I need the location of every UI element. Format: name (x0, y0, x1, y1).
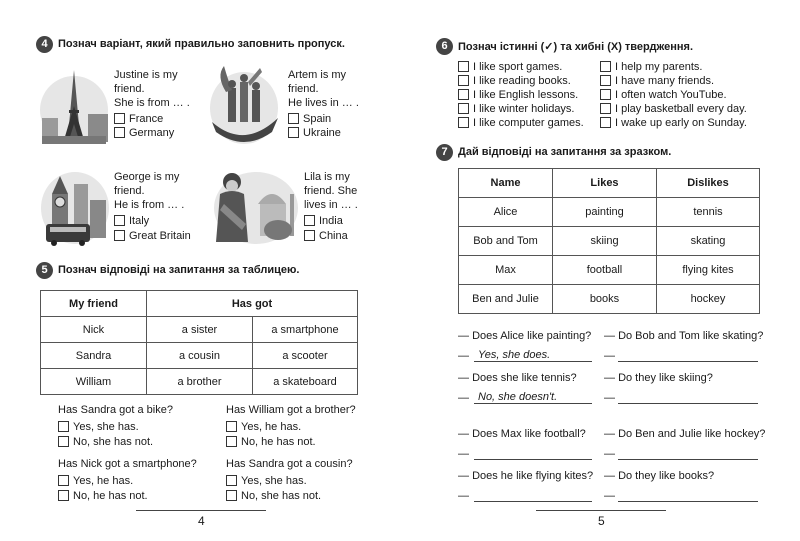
task-5-title: Познач відповіді на запитання за таблицею. (58, 264, 300, 276)
checkbox[interactable] (458, 89, 469, 100)
london-picture (38, 164, 112, 248)
table-cell: skiing (553, 227, 657, 256)
table-cell: Sandra (41, 343, 147, 369)
checkbox[interactable] (458, 103, 469, 114)
table-cell: Ben and Julie (459, 285, 553, 314)
checkbox[interactable] (458, 61, 469, 72)
checkbox[interactable] (600, 75, 611, 86)
answer-prefix: — (604, 392, 615, 404)
statement[interactable]: I help my parents. (600, 60, 702, 74)
table-cell: Bob and Tom (459, 227, 553, 256)
header-dislikes: Dislikes (657, 169, 760, 198)
india-picture (206, 164, 300, 248)
task-7-title: Дай відповіді на запитання за зразком. (458, 146, 672, 158)
eiffel-tower-picture (38, 66, 110, 146)
option-ukraine[interactable]: Ukraine (288, 126, 341, 140)
option-france[interactable]: France (114, 112, 163, 126)
header-likes: Likes (553, 169, 657, 198)
checkbox[interactable] (114, 230, 125, 241)
statement[interactable]: I like English lessons. (458, 88, 578, 102)
table-cell: tennis (657, 198, 760, 227)
statement[interactable]: I like winter holidays. (458, 102, 575, 116)
checkbox[interactable] (288, 113, 299, 124)
table-cell: a smartphone (253, 317, 358, 343)
answer-line[interactable] (618, 403, 758, 404)
task-5-number: 5 (36, 262, 53, 279)
sample-answer: No, she doesn't. (478, 391, 558, 403)
answer-prefix: — (604, 448, 615, 460)
table-cell: Alice (459, 198, 553, 227)
answer-line[interactable] (618, 361, 758, 362)
checkbox[interactable] (226, 490, 237, 501)
option-no[interactable]: No, he has not. (58, 489, 148, 503)
item-1-text: Justine is my friend. She is from … . (114, 69, 190, 109)
option-yes[interactable]: Yes, he has. (226, 420, 301, 434)
answer-line[interactable] (474, 501, 592, 502)
task-4-title: Познач варіант, який правильно заповнить пропуск. (58, 38, 345, 50)
statement[interactable]: I like reading books. (458, 74, 571, 88)
page-number-left: 4 (198, 514, 205, 528)
question: — Does Max like football? (458, 428, 586, 440)
header-my-friend: My friend (41, 291, 147, 317)
checkbox[interactable] (58, 421, 69, 432)
option-no[interactable]: No, he has not. (226, 435, 316, 449)
checkbox[interactable] (226, 475, 237, 486)
statement[interactable]: I play basketball every day. (600, 102, 747, 116)
option-india[interactable]: India (304, 214, 343, 228)
checkbox[interactable] (114, 215, 125, 226)
option-no[interactable]: No, she has not. (226, 489, 321, 503)
task-7-table (458, 168, 760, 314)
answer-prefix: — (604, 490, 615, 502)
item-2-text: Artem is my friend. He lives in … . (288, 69, 359, 109)
checkbox[interactable] (226, 436, 237, 447)
task-4-number: 4 (36, 36, 53, 53)
answer-line[interactable] (618, 501, 758, 502)
option-spain[interactable]: Spain (288, 112, 331, 126)
question-sandra-cousin: Has Sandra got a cousin? (226, 458, 353, 470)
checkbox[interactable] (600, 117, 611, 128)
checkbox[interactable] (58, 490, 69, 501)
option-germany[interactable]: Germany (114, 126, 174, 140)
table-cell: painting (553, 198, 657, 227)
checkbox[interactable] (600, 103, 611, 114)
table-cell: William (41, 369, 147, 395)
option-great-britain[interactable]: Great Britain (114, 229, 191, 243)
question-sandra-bike: Has Sandra got a bike? (58, 404, 173, 416)
answer-prefix: — (458, 392, 469, 404)
header-has-got: Has got (147, 291, 358, 317)
statement[interactable]: I like sport games. (458, 60, 562, 74)
option-yes[interactable]: Yes, he has. (58, 474, 133, 488)
answer-line[interactable] (474, 403, 592, 404)
answer-prefix: — (458, 448, 469, 460)
checkbox[interactable] (304, 230, 315, 241)
statement[interactable]: I have many friends. (600, 74, 714, 88)
item-4-text: Lila is my friend. She lives in … . (304, 171, 358, 211)
statement[interactable]: I wake up early on Sunday. (600, 116, 747, 130)
option-italy[interactable]: Italy (114, 214, 149, 228)
answer-line[interactable] (474, 459, 592, 460)
checkbox[interactable] (114, 127, 125, 138)
checkbox[interactable] (600, 61, 611, 72)
checkbox[interactable] (458, 75, 469, 86)
checkbox[interactable] (58, 475, 69, 486)
table-cell: a sister (147, 317, 253, 343)
table-cell: a scooter (253, 343, 358, 369)
question: — Do they like skiing? (604, 372, 713, 384)
answer-prefix: — (458, 490, 469, 502)
table-cell: Max (459, 256, 553, 285)
header-name: Name (459, 169, 553, 198)
task-7-number: 7 (436, 144, 453, 161)
answer-prefix: — (458, 350, 469, 362)
footer-line (536, 510, 666, 511)
table-cell: a brother (147, 369, 253, 395)
checkbox[interactable] (600, 89, 611, 100)
sample-answer: Yes, she does. (478, 349, 551, 361)
task-5-table (40, 290, 358, 395)
question: — Does she like tennis? (458, 372, 577, 384)
table-cell: a cousin (147, 343, 253, 369)
option-yes[interactable]: Yes, she has. (226, 474, 307, 488)
question: — Do Bob and Tom like skating? (604, 330, 764, 342)
statement[interactable]: I like computer games. (458, 116, 584, 130)
question-nick-smartphone: Has Nick got a smartphone? (58, 458, 197, 470)
table-cell: books (553, 285, 657, 314)
question: — Does he like flying kites? (458, 470, 594, 482)
answer-prefix: — (604, 350, 615, 362)
option-china[interactable]: China (304, 229, 348, 243)
table-cell: skating (657, 227, 760, 256)
table-cell: football (553, 256, 657, 285)
task-6-number: 6 (436, 38, 453, 55)
checkbox[interactable] (458, 117, 469, 128)
table-cell: hockey (657, 285, 760, 314)
table-cell: Nick (41, 317, 147, 343)
checkbox[interactable] (226, 421, 237, 432)
statement[interactable]: I often watch YouTube. (600, 88, 727, 102)
table-cell: flying kites (657, 256, 760, 285)
footer-line (136, 510, 266, 511)
answer-line[interactable] (618, 459, 758, 460)
checkbox[interactable] (304, 215, 315, 226)
question: — Do Ben and Julie like hockey? (604, 428, 766, 440)
monument-picture (206, 62, 282, 148)
question: — Does Alice like painting? (458, 330, 592, 342)
checkbox[interactable] (288, 127, 299, 138)
option-yes[interactable]: Yes, she has. (58, 420, 139, 434)
question: — Do they like books? (604, 470, 715, 482)
option-no[interactable]: No, she has not. (58, 435, 153, 449)
table-cell: a skateboard (253, 369, 358, 395)
checkbox[interactable] (58, 436, 69, 447)
checkbox[interactable] (114, 113, 125, 124)
page-number-right: 5 (598, 514, 605, 528)
question-william-brother: Has William got a brother? (226, 404, 356, 416)
answer-line[interactable] (474, 361, 592, 362)
item-3-text: George is my friend. He is from … . (114, 171, 185, 211)
task-6-title: Познач істинні (✓) та хибні (X) твердження. (458, 41, 693, 53)
